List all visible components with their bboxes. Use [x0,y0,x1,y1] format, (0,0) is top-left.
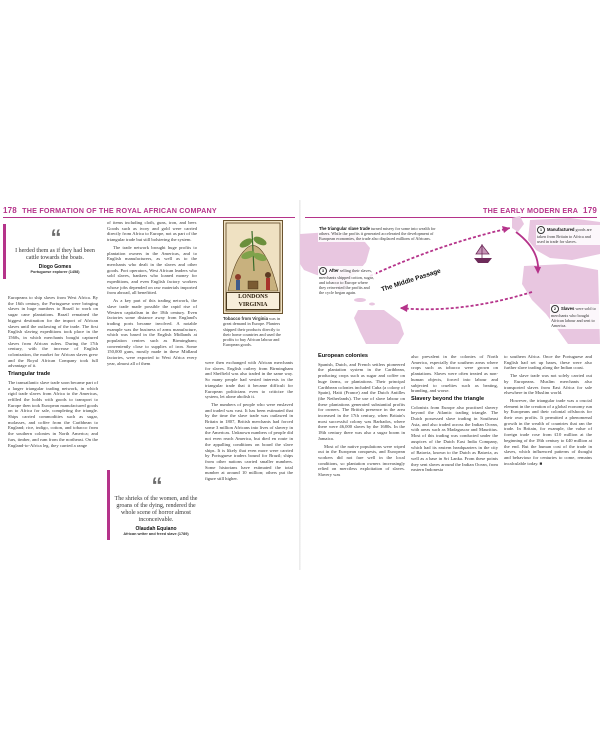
map-intro-text: turned misery for some into wealth for others. While the profits it generated accelerated the development of European economies, the trade also displaced millions of Africans. [319,226,436,241]
col2-paragraph-3: As a key part of this trading network, the slave trade made possible the rapid rise of Western capitalism in the 18th century. Even factories some distance away from England's trading ports became involved. A notable example was the business of arms manufacture, which was based in the English Midlands at population centres such as Birmingham; conveniently close to supplies of iron. Some 150,000 guns, mostly made in these Midland factories, were exported to West Africa every year, almost all of them [107,298,197,366]
pull-quote-2-text: The shrieks of the women, and the groans of the dying, rendered the whole scene of horror almost inconceivable. [114,496,198,523]
col2-paragraph-1: of items including cloth, guns, iron, and beer. Goods such as ivory and gold were carried directly from Africa to Europe, not as part of the triangular trade but still bolstering the system. [107,220,197,243]
map-step-2-label [550,304,600,329]
subhead-european-colonies: European colonies [318,353,369,359]
page-number-right: 179 [583,206,597,215]
right-col3-paragraph-3: However, the triangular trade was a crucial element in the creation of a global economy run by Europeans and their colonial offshoots for their own profits. It permitted a phenomenal growth in the wealth of countries that ran the trade. In Britain, for example, the value of foreign trade rose from £10 million at the beginning of the 18th century to £40 million at the end. But the human cost of the trade in slaves, which influenced patterns of thought and behaviour for centuries to come, remains incalculable today. ■ [504,397,593,466]
map-step-2-number: 2 [551,305,559,313]
map-step-1-text: goods are taken from Britain to Africa and used in trade for slaves. [537,227,592,244]
subhead-triangular-trade: Triangular trade [8,371,51,378]
map-step-2-bold: Slaves [561,306,575,311]
book-spread [0,200,600,570]
triangular-paragraph: The transatlantic slave trade soon became part of a larger triangular trading network, in which rigid trade slaves from Africa to the Americas, refilled the holds with goods to transport to Europe then took European manufactured goods on to Africa for sale, completing the triangle. Ships carried commodities such as sugar, molasses, and coffee from the Caribbean to England; rice, indigo, cotton, and tobacco from the southern colonies in North America; and furs, timber, and rum from the northeast. On the England-to-Africa leg, they carried a range [8,379,98,448]
right-column-2 [411,354,498,475]
colonies-paragraph: Spanish, Dutch, and French settlers pioneered the plantation system in the Caribbean, producing crops such as sugar and coffee on huge farms, or plantations. Their principal Caribbean colonies included Cuba (a colony of Spain), Haiti (France) and the Dutch Antilles (the Netherlands). The use of slave labour on these plantations generated substantial profits for owners. The British presence in the area increased in the 17th century, when Britain's most successful colony was Barbados, where there were 46,000 slaves by the 1680s. In the 18th century there was also a sugar boom in Jamaica. [318,361,405,441]
beyond-paragraph: Colonists from Europe also practised slavery beyond the Atlantic trading triangle. The Dutch possessed slave trading in Southeast Asia, and also traded across the Indian Ocean, with areas such as Madagascar and Mauritius. Most of this trading was conducted under the auspices of the Dutch East India Company, which had its eastern headquarters in the city of Batavia, known to the Dutch as Batavia, as well as a base in Sri Lanka. From these points they sent slaves around the Indian Ocean, from eastern Indonesia [411,404,498,473]
quote-mark-icon: “ [50,225,60,250]
quote-mark-icon: “ [151,473,161,498]
running-head-left [3,206,217,215]
colonies-paragraph-2: Most of the native populations were wiped out in the European conquests, and European workers did not fare well in the local conditions, so plantation owners increasingly relied on merciless exploitation of slaves. Slavery was [318,443,405,478]
pull-quote-2-author: Olaudah Equiano [135,526,177,532]
route-middle-passage [400,292,532,309]
right-column-3 [504,354,592,468]
subhead-slavery-beyond: Slavery beyond the triangle [411,395,485,402]
running-head-title-left: THE FORMATION OF THE ROYAL AFRICAN COMPANY [22,206,217,215]
map-britain [512,216,524,232]
ship-icon [474,244,492,263]
caption-bold: Tobacco from Virginia [223,316,268,321]
col2-paragraph-2: The trade network brought huge profits to plantation owners in the Americas, and to English manufacturers, as well as to the merchants who dealt in the slaves and other goods. Port operators, West African leaders who sold slaves, bankers who loaned money for expeditions, and even English factory workers whose jobs depended on raw materials imported from abroad, all benefitted. [107,244,197,296]
pull-quote-1-text: I herded them as if they had been cattle towards the boats. [15,248,95,261]
engraving-caption [223,316,283,348]
caption-text: was in great demand in Europe. Planters shipped their products directly to their home countries and used the profits to buy African labour and European goods. [223,316,281,348]
map-caribbean [369,303,375,306]
col3-paragraph-1: were then exchanged with African merchants for slaves. English cutlery from Birmingham and Sheffield was also traded in the same way. So many people had vested interests in the triangular trade that it became difficult for European politicians even to criticize the system, let alone abolish it. [205,360,293,400]
right-col3-paragraph-2: The slave trade was not solely carried out by Europeans. Muslim merchants also transported slaves from East Africa for sale elsewhere in the Muslim world. [504,373,592,396]
left-column-3 [205,360,293,484]
map-step-1-label [536,225,600,245]
map-step-3-bold: After [329,268,339,273]
tobacco-engraving-image [223,220,283,314]
engraving-banner: LONDONS VIRGINIA [226,292,280,310]
middle-passage-label: The Middle Passage [380,267,442,294]
map-intro-bold: The triangular slave trade [319,226,370,231]
right-col2-paragraph-1: also prevalent in the colonies of North America, especially the southern areas where crops such as tobacco were grown on plantations. Slaves were often treated as non-human objects, forced into labour and subjected to cruelties such as beating, branding, and worse. [411,354,498,394]
route-arrow [400,304,408,312]
map-intro-label [318,225,448,242]
map-south-america [354,310,404,344]
map-step-2-text: were sold to merchants who bought African labour and sent to America. [551,306,596,328]
map-caribbean [354,298,366,302]
pull-quote-1 [10,225,100,274]
pull-quote-2-role: African writer and freed slave (1789) [123,532,189,536]
map-step-3-number: 3 [319,267,327,275]
right-col3-paragraph-1: to southern Africa. Once the Portuguese and English had set up bases, these were also further slave trading along the Indian coast. [504,354,592,371]
left-page [0,200,300,570]
quote2-accent-bar [107,470,110,540]
col3-paragraph-2: The numbers of people who were enslaved and traded was vast. It has been estimated that by the time the slave trade was outlawed in Britain in 1807, British merchants had forced some 3 million Africans into lives of slavery in the Americas. Unknown numbers of people did not even reach America, but died en route in the appalling conditions on board the slave ships. It is likely that even more were carried by Portuguese traders bound for Brazil; ships from other nations carried smaller numbers. Some historians have estimated the total number at around 10 million; others put the figure still higher. [205,401,293,482]
pull-quote-1-role: Portuguese explorer (1458) [30,270,80,274]
quote-accent-bar [3,224,6,279]
map-step-1-number: 1 [537,226,545,234]
right-column-1 [318,354,405,480]
left-column-2 [107,220,197,369]
header-rule-left [3,217,295,218]
intro-paragraph: Europeans to ship slaves from West Africa. By the 16th century, the Portuguese were bringing slaves in huge numbers to Brazil to work on sugar cane plantations. Brazil remained the biggest destination for the import of African slaves until the outlawing of the trade. The first English slaving expeditions took place in the 1560s, in which merchants bought captured slaves from African rulers. During the 17th century, with the increase of English colonization, the market for African slaves grew and the Royal African Company took full advantage of it. [8,295,98,369]
route-arrow [502,226,510,233]
page-number-left: 178 [3,206,17,215]
map-step-1-bold: Manufactured [547,227,575,232]
left-column-1 [8,295,98,450]
map-step-3-text: selling their slaves, merchants shipped cotton, sugar, and tobacco to Europe where they reinvested the profits and the cycle began again. [319,268,374,295]
running-head-title-right: THE EARLY MODERN ERA [483,206,578,215]
pull-quote-1-author: Diogo Gomes [38,264,72,270]
pull-quote-2 [114,473,198,536]
map-step-3-label [318,266,376,296]
